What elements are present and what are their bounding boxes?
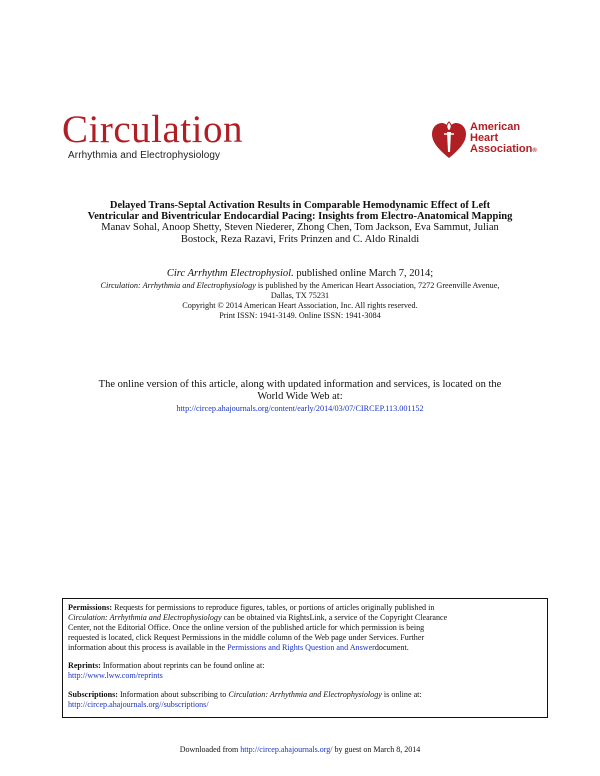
journal-logo: [62, 108, 252, 161]
footer-text: Downloaded from: [179, 745, 239, 754]
journal-abbrev: Circ Arrhythm Electrophysiol.: [166, 268, 294, 279]
aha-wordmark: [470, 122, 537, 157]
journal-name: Circulation: [62, 108, 243, 151]
permissions-text2: can be obtained via RightsLink, a service of the Copyright Clearance: [223, 613, 448, 622]
footer-link[interactable]: http://circep.ahajournals.org/: [240, 745, 333, 754]
permissions-journal: Circulation: Arrhythmia and Electrophysiology: [68, 613, 222, 622]
download-footer: [0, 745, 600, 755]
journal-full-name: Circulation: Arrhythmia and Electrophysiology: [100, 281, 256, 290]
authors-line1: Manav Sohal, Anoop Shetty, Steven Niederer, Zhong Chen, Tom Jackson, Eva Sammut, Julian: [101, 222, 499, 233]
published-online: published online March 7, 2014;: [296, 268, 434, 279]
permissions-text5: information about this process is available in the: [68, 643, 226, 652]
reprints-text: Information about reprints can be found online at:: [102, 661, 265, 670]
online-version-line2: World Wide Web at:: [257, 391, 343, 402]
publisher-line: [0, 281, 600, 291]
aha-line1: American: [470, 121, 521, 133]
aha-logo: [430, 118, 550, 164]
aha-line3: Association: [470, 143, 533, 155]
published-by: is published by the American Heart Association, 7272 Greenville Avenue,: [257, 281, 500, 290]
reprints-line: [68, 661, 264, 671]
permissions-line2: [68, 613, 447, 623]
copyright: Copyright © 2014 American Heart Association, Inc. All rights reserved.: [182, 301, 418, 310]
publisher-city: Dallas, TX 75231: [270, 291, 330, 300]
subscriptions-journal: Circulation: Arrhythmia and Electrophysiology: [228, 690, 382, 699]
permissions-line1: [68, 603, 434, 613]
permissions-line3: Center, not the Editorial Office. Once the online version of the published article for which permission is being: [68, 623, 425, 632]
permissions-line4: requested is located, click Request Permissions in the middle column of the Web page under Services. Further: [68, 633, 425, 642]
article-title-line2: Ventricular and Biventricular Endocardial Pacing: Insights from Electro-Anatomical Mapping: [87, 211, 513, 222]
authors-line2: Bostock, Reza Razavi, Frits Prinzen and C. Aldo Rinaldi: [180, 234, 420, 245]
permissions-qa-link[interactable]: Permissions and Rights Question and Answer: [227, 643, 375, 652]
article-title-line1: Delayed Trans-Septal Activation Results in Comparable Hemodynamic Effect of Left: [109, 200, 491, 211]
article-url-link[interactable]: http://circep.ahajournals.org/content/early/2014/03/07/CIRCEP.113.001152: [176, 404, 424, 413]
reprints-link[interactable]: http://www.lww.com/reprints: [68, 671, 163, 680]
subscriptions-line: [68, 690, 422, 700]
aha-trademark: ®: [532, 148, 537, 154]
permissions-label: Permissions:: [68, 603, 113, 612]
journal-subtitle: Arrhythmia and Electrophysiology: [68, 150, 221, 161]
permissions-line5: [68, 643, 409, 653]
subscriptions-link[interactable]: http://circep.ahajournals.org//subscriptions/: [68, 700, 209, 709]
issn: Print ISSN: 1941-3149. Online ISSN: 1941-3084: [219, 311, 381, 320]
heart-torch-icon: [430, 118, 468, 162]
subscriptions-text: Information about subscribing to: [119, 690, 227, 699]
online-version-line1: The online version of this article, along with updated information and services, is located on the: [98, 379, 502, 390]
subscriptions-text-end: is online at:: [383, 690, 422, 699]
footer-text-end: by guest on March 8, 2014: [334, 745, 421, 754]
aha-line2: Heart: [470, 132, 499, 144]
reprints-label: Reprints:: [68, 661, 101, 670]
permissions-box: [62, 598, 548, 718]
citation-line: [0, 268, 600, 280]
permissions-text5-end: document.: [374, 643, 409, 652]
subscriptions-label: Subscriptions:: [68, 690, 118, 699]
permissions-text: Requests for permissions to reproduce figures, tables, or portions of articles originally published in: [114, 603, 435, 612]
